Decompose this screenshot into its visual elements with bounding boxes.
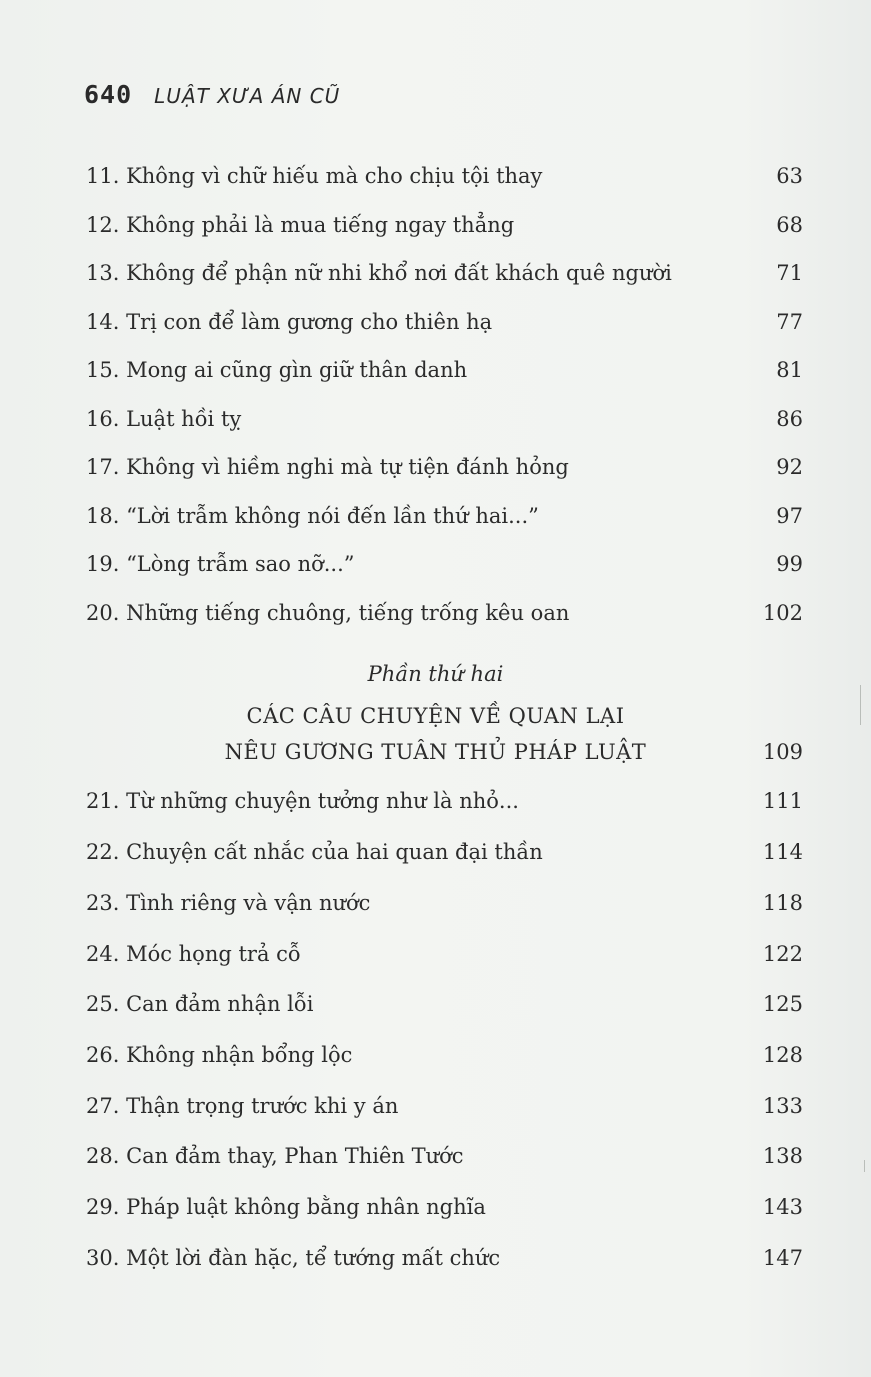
- toc-entry-title: 13. Không để phận nữ nhi khổ nơi đất khách quê người: [86, 261, 672, 285]
- toc-entry-page: 118: [762, 891, 803, 915]
- toc-entry: [86, 940, 803, 968]
- toc-entry: [86, 453, 803, 481]
- toc-entry-title: 24. Móc họng trả cỗ: [86, 942, 301, 966]
- toc-entry-page: 147: [762, 1246, 803, 1270]
- toc-entry-page: 71: [776, 261, 803, 285]
- part-label: Phần thứ hai: [367, 662, 504, 686]
- running-book-title: LUẬT XƯA ÁN CŨ: [154, 84, 341, 108]
- toc-entry: [86, 162, 803, 190]
- toc-entry: [86, 259, 803, 287]
- toc-entry-title: 12. Không phải là mua tiếng ngay thẳng: [86, 213, 515, 237]
- toc-entry-title: 16. Luật hồi tỵ: [86, 407, 242, 431]
- toc-entry: [86, 1244, 803, 1272]
- toc-entry-page: 143: [762, 1195, 803, 1219]
- toc-entry: [86, 1041, 803, 1069]
- toc-entry: [86, 308, 803, 336]
- part-page-number: 109: [762, 740, 803, 764]
- toc-entry: [86, 838, 803, 866]
- toc-entry-title: 25. Can đảm nhận lỗi: [86, 992, 314, 1016]
- toc-entry-page: 63: [776, 164, 803, 188]
- toc-entry-title: 14. Trị con để làm gương cho thiên hạ: [86, 310, 493, 334]
- toc-entry-title: 26. Không nhận bổng lộc: [86, 1043, 353, 1067]
- toc-entry: [86, 1193, 803, 1221]
- toc-entry-title: 27. Thận trọng trước khi y án: [86, 1094, 399, 1118]
- toc-entry: [86, 356, 803, 384]
- toc-entry-page: 92: [776, 455, 803, 479]
- toc-entry-title: 23. Tình riêng và vận nước: [86, 891, 371, 915]
- toc-entry: [86, 1142, 803, 1170]
- toc-entry-title: 15. Mong ai cũng gìn giữ thân danh: [86, 358, 468, 382]
- toc-entry-page: 77: [776, 310, 803, 334]
- toc-entry-title: 21. Từ những chuyện tưởng như là nhỏ...: [86, 789, 519, 813]
- page-header: [84, 80, 340, 109]
- toc-entry-title: 18. “Lời trẫm không nói đến lần thứ hai...”: [86, 504, 539, 528]
- page-number: 640: [84, 80, 133, 109]
- scan-mark: [860, 685, 861, 725]
- part-title-line-2: NÊU GƯƠNG TUÂN THỦ PHÁP LUẬT: [224, 740, 647, 764]
- toc-entry: [86, 405, 803, 433]
- toc-entry-page: 99: [776, 552, 803, 576]
- toc-entry-page: 138: [762, 1144, 803, 1168]
- toc-entry-page: 122: [762, 942, 803, 966]
- toc-entry-title: 22. Chuyện cất nhắc của hai quan đại thần: [86, 840, 543, 864]
- toc-entry-title: 19. “Lòng trẫm sao nỡ...”: [86, 552, 355, 576]
- toc-entry-title: 20. Những tiếng chuông, tiếng trống kêu oan: [86, 601, 570, 625]
- toc-entry-page: 111: [762, 789, 803, 813]
- toc-entry-page: 86: [776, 407, 803, 431]
- toc-entry-title: 28. Can đảm thay, Phan Thiên Tước: [86, 1144, 464, 1168]
- toc-entry-title: 29. Pháp luật không bằng nhân nghĩa: [86, 1195, 486, 1219]
- toc-entry-page: 97: [776, 504, 803, 528]
- toc-entry-page: 68: [776, 213, 803, 237]
- toc-entry: [86, 599, 803, 627]
- toc-entry: [86, 502, 803, 530]
- part-title-line-1: CÁC CÂU CHUYỆN VỀ QUAN LẠI: [246, 704, 625, 728]
- toc-entry-page: 102: [762, 601, 803, 625]
- toc-entry-title: 30. Một lời đàn hặc, tể tướng mất chức: [86, 1246, 501, 1270]
- toc-entry-title: 17. Không vì hiềm nghi mà tự tiện đánh hỏng: [86, 455, 569, 479]
- toc-entry-title: 11. Không vì chữ hiếu mà cho chịu tội thay: [86, 164, 543, 188]
- toc-entry-page: 133: [762, 1094, 803, 1118]
- toc-entry: [86, 550, 803, 578]
- toc-entry: [86, 211, 803, 239]
- toc-entry-page: 128: [762, 1043, 803, 1067]
- toc-entry: [86, 787, 803, 815]
- toc-entry: [86, 990, 803, 1018]
- scan-mark: [864, 1160, 865, 1172]
- toc-entry-page: 114: [762, 840, 803, 864]
- toc-entry-page: 125: [762, 992, 803, 1016]
- toc-entry: [86, 1092, 803, 1120]
- toc-entry: [86, 889, 803, 917]
- toc-entry-page: 81: [776, 358, 803, 382]
